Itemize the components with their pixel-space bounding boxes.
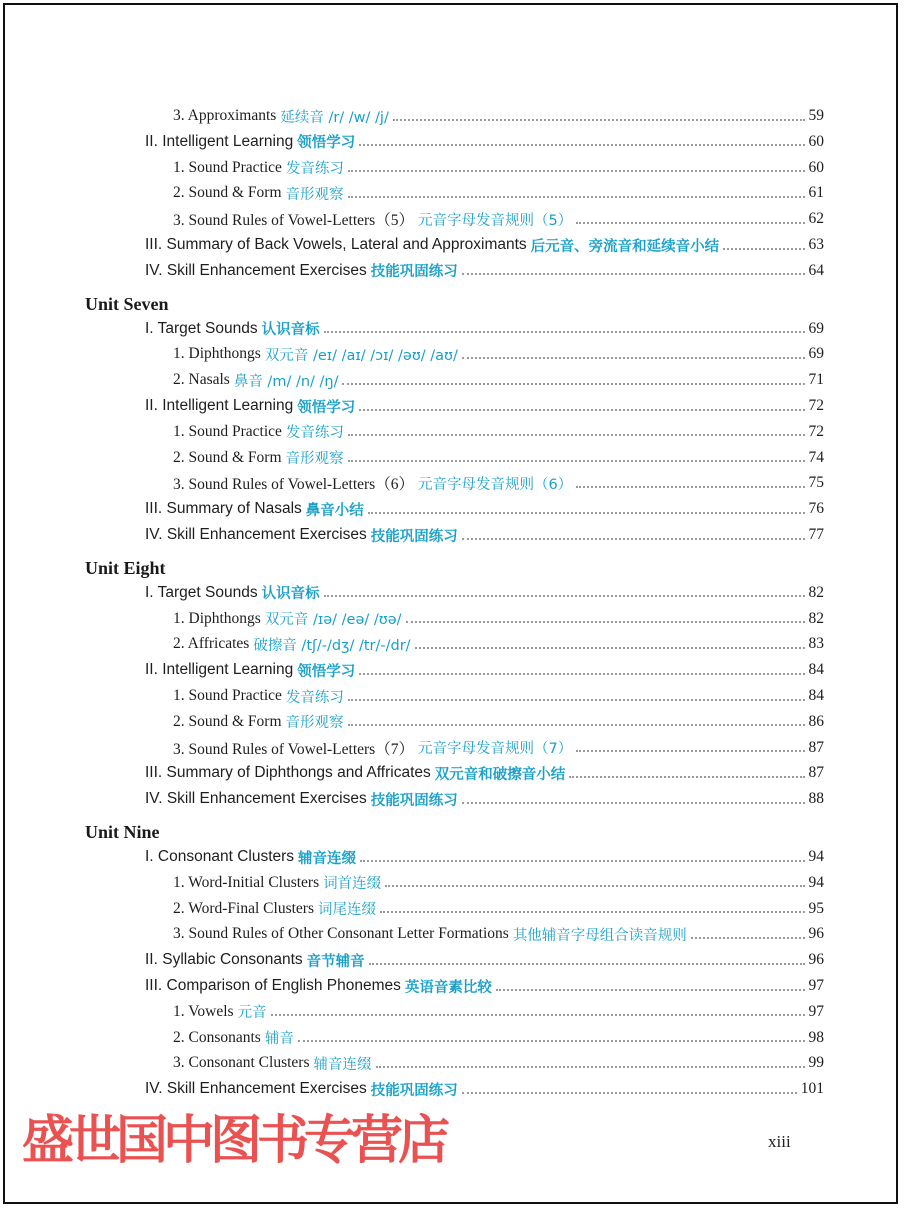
entry-title: 3. Consonant Clusters: [173, 1054, 310, 1072]
entry-page-number: 82: [808, 609, 824, 627]
entry-chinese-title: 辅音连缀: [298, 850, 357, 867]
toc-entry[interactable]: [173, 710, 824, 734]
entry-page-number: 96: [808, 951, 824, 969]
entry-chinese-title: 鼻音 /m/ /n/ /ŋ/: [233, 373, 339, 390]
toc-entry[interactable]: [173, 471, 824, 495]
entry-chinese-title: 领悟学习: [297, 135, 356, 152]
dot-leader: [298, 1039, 805, 1042]
dot-leader: [369, 962, 805, 965]
entry-title: 2. Affricates: [173, 635, 250, 653]
page-number: xiii: [768, 1132, 791, 1151]
dot-leader: [360, 859, 804, 862]
entry-chinese-title: 发音练习: [285, 689, 344, 706]
toc-entry[interactable]: [173, 922, 824, 946]
entry-page-number: 60: [808, 132, 824, 150]
entry-title: III. Summary of Diphthongs and Affricates: [145, 764, 431, 782]
dot-leader: [385, 884, 804, 887]
entry-title: 2. Word-Final Clusters: [173, 899, 314, 917]
entry-title: 1. Sound Practice: [173, 687, 282, 704]
toc-entry[interactable]: [173, 607, 824, 631]
entry-chinese-title: 双元音 /ɪə/ /eə/ /ʊə/: [264, 612, 402, 629]
toc-entry[interactable]: [173, 420, 824, 444]
unit-heading: Unit Nine: [85, 822, 160, 842]
entry-page-number: 75: [808, 474, 824, 492]
entry-title: II. Intelligent Learning: [145, 132, 294, 150]
entry-chinese-title: 发音练习: [285, 161, 344, 178]
dot-leader: [348, 195, 805, 198]
entry-chinese-title: 技能巩固练习: [370, 792, 458, 809]
dot-leader: [348, 698, 805, 701]
toc-entry[interactable]: [173, 736, 824, 760]
dot-leader: [576, 749, 804, 752]
entry-title: 2. Sound & Form: [173, 184, 282, 202]
entry-title: I. Consonant Clusters: [145, 848, 295, 865]
entry-page-number: 63: [808, 236, 824, 253]
toc-entry[interactable]: [145, 233, 824, 257]
dot-leader: [576, 221, 804, 224]
dot-leader: [324, 330, 805, 333]
dot-leader: [462, 272, 805, 275]
entry-page-number: 97: [808, 977, 824, 994]
entry-chinese-title: 鼻音小结: [305, 502, 364, 519]
toc-entry[interactable]: [145, 497, 824, 521]
dot-leader: [462, 1091, 797, 1094]
unit-heading: Unit Eight: [85, 557, 166, 578]
entry-title: I. Target Sounds: [145, 583, 258, 601]
entry-title: II. Intelligent Learning: [145, 397, 294, 414]
dot-leader: [359, 408, 804, 411]
entry-title: III. Summary of Back Vowels, Lateral and Approximants: [145, 236, 527, 253]
dot-leader: [359, 143, 804, 146]
entry-title: III. Comparison of English Phonemes: [145, 977, 401, 994]
entry-page-number: 82: [808, 583, 824, 601]
entry-page-number: 99: [808, 1054, 824, 1072]
entry-chinese-title: 音形观察: [285, 186, 344, 203]
entry-page-number: 84: [808, 661, 824, 679]
dot-leader: [462, 801, 805, 804]
entry-chinese-title: 技能巩固练习: [370, 264, 458, 281]
dot-leader: [380, 910, 805, 913]
toc-entry[interactable]: [173, 632, 824, 656]
entry-title: 3. Sound Rules of Vowel-Letters（7）: [173, 740, 414, 758]
toc-entry[interactable]: [173, 1026, 824, 1050]
entry-page-number: 74: [808, 448, 824, 466]
unit-heading: Unit Seven: [85, 293, 169, 314]
toc-entry[interactable]: [145, 761, 824, 785]
entry-title: 3. Sound Rules of Vowel-Letters（6）: [173, 476, 414, 494]
entry-chinese-title: 音形观察: [285, 451, 344, 468]
entry-title: II. Syllabic Consonants: [145, 951, 303, 969]
dot-leader: [723, 247, 804, 250]
entry-page-number: 64: [808, 261, 824, 279]
toc-entry[interactable]: [173, 104, 824, 128]
entry-page-number: 76: [808, 500, 824, 518]
entry-chinese-title: 其他辅音字母组合读音规则: [512, 927, 687, 944]
entry-chinese-title: 元音: [237, 1005, 267, 1022]
dot-leader: [462, 356, 805, 359]
entry-page-number: 60: [808, 158, 824, 176]
entry-chinese-title: 词尾连缀: [317, 902, 376, 919]
entry-chinese-title: 领悟学习: [297, 399, 356, 416]
entry-chinese-title: 词首连缀: [323, 876, 382, 893]
toc-entry[interactable]: [173, 871, 824, 895]
entry-title: 2. Consonants: [173, 1028, 261, 1046]
entry-page-number: 77: [808, 526, 824, 543]
dot-leader: [342, 382, 804, 385]
entry-page-number: 101: [800, 1080, 824, 1098]
dot-leader: [348, 459, 805, 462]
toc-entry[interactable]: [173, 1000, 824, 1024]
entry-page-number: 69: [808, 319, 824, 337]
entry-title: III. Summary of Nasals: [145, 500, 302, 518]
dot-leader: [348, 723, 805, 726]
entry-chinese-title: 认识音标: [261, 586, 320, 603]
entry-page-number: 87: [808, 764, 824, 782]
dot-leader: [496, 988, 805, 991]
entry-title: 1. Diphthongs: [173, 609, 261, 627]
dot-leader: [462, 537, 805, 540]
entry-page-number: 86: [808, 712, 824, 730]
entry-title: 3. Sound Rules of Other Consonant Letter Formations: [173, 925, 509, 943]
store-watermark: 盛世国中图书专营店: [22, 1111, 446, 1171]
toc-entry[interactable]: [173, 181, 824, 205]
toc-entry[interactable]: [145, 845, 824, 869]
entry-title: 2. Sound & Form: [173, 712, 282, 730]
dot-leader: [368, 511, 805, 514]
entry-page-number: 98: [808, 1028, 824, 1046]
entry-page-number: 88: [808, 790, 824, 808]
toc-entry[interactable]: [173, 684, 824, 708]
entry-page-number: 97: [808, 1002, 824, 1020]
entry-chinese-title: 双元音和破擦音小结: [434, 766, 566, 783]
toc-entry[interactable]: [145, 394, 824, 418]
entry-chinese-title: 元音字母发音规则（7）: [417, 741, 573, 758]
entry-title: 2. Sound & Form: [173, 448, 282, 466]
toc-entry[interactable]: [173, 342, 824, 366]
entry-page-number: 59: [808, 107, 824, 124]
entry-title: IV. Skill Enhancement Exercises: [145, 1080, 367, 1098]
entry-chinese-title: 辅音连缀: [313, 1056, 372, 1073]
toc-entry[interactable]: [145, 259, 824, 283]
entry-title: 1. Sound Practice: [173, 422, 282, 440]
toc-entry[interactable]: [145, 658, 824, 682]
entry-title: 2. Nasals: [173, 371, 230, 389]
toc-entry[interactable]: [173, 368, 824, 392]
dot-leader: [569, 775, 804, 778]
entry-chinese-title: 后元音、旁流音和延续音小结: [530, 238, 720, 255]
entry-chinese-title: 英语音素比较: [404, 979, 492, 996]
entry-chinese-title: 音形观察: [285, 715, 344, 732]
entry-title: IV. Skill Enhancement Exercises: [145, 261, 367, 279]
toc-entry[interactable]: [145, 974, 824, 998]
dot-leader: [393, 118, 805, 121]
entry-title: 1. Vowels: [173, 1002, 234, 1020]
entry-title: I. Target Sounds: [145, 319, 258, 337]
entry-page-number: 94: [808, 873, 824, 891]
toc-entry[interactable]: [173, 897, 824, 921]
entry-chinese-title: 音节辅音: [306, 953, 365, 970]
entry-title: 3. Approximants: [173, 107, 277, 124]
entry-page-number: 96: [808, 925, 824, 943]
entry-chinese-title: 延续音 /r/ /w/ /j/: [280, 109, 389, 126]
dot-leader: [324, 594, 805, 597]
dot-leader: [359, 672, 804, 675]
toc-entry[interactable]: [145, 523, 824, 547]
entry-page-number: 87: [808, 738, 824, 756]
entry-chinese-title: 技能巩固练习: [370, 528, 458, 545]
entry-chinese-title: 认识音标: [261, 322, 320, 339]
toc-entry[interactable]: [173, 156, 824, 180]
entry-page-number: 84: [808, 687, 824, 704]
entry-chinese-title: 辅音: [264, 1031, 294, 1048]
toc-entry[interactable]: [145, 317, 824, 341]
entry-title: 1. Sound Practice: [173, 158, 282, 176]
dot-leader: [576, 485, 804, 488]
entry-chinese-title: 发音练习: [285, 425, 344, 442]
toc-entry[interactable]: [145, 130, 824, 154]
dot-leader: [348, 169, 805, 172]
dot-leader: [348, 433, 805, 436]
toc-entry[interactable]: [173, 1051, 824, 1075]
dot-leader: [691, 936, 805, 939]
entry-chinese-title: 双元音 /eɪ/ /aɪ/ /ɔɪ/ /əʊ/ /aʊ/: [264, 347, 458, 364]
entry-page-number: 61: [808, 184, 824, 202]
toc-entry[interactable]: [173, 207, 824, 231]
toc-entry[interactable]: [145, 948, 824, 972]
entry-title: 3. Sound Rules of Vowel-Letters（5）: [173, 212, 414, 230]
toc-entry[interactable]: [145, 581, 824, 605]
toc-entry[interactable]: [173, 446, 824, 470]
entry-chinese-title: 元音字母发音规则（5）: [417, 212, 573, 229]
entry-chinese-title: 技能巩固练习: [370, 1082, 458, 1099]
dot-leader: [271, 1013, 805, 1016]
entry-page-number: 72: [808, 422, 824, 440]
entry-title: 1. Word-Initial Clusters: [173, 873, 320, 891]
dot-leader: [415, 646, 805, 649]
entry-chinese-title: 元音字母发音规则（6）: [417, 476, 573, 493]
dot-leader: [376, 1065, 805, 1068]
entry-page-number: 72: [808, 397, 824, 414]
entry-chinese-title: 领悟学习: [297, 663, 356, 680]
entry-title: II. Intelligent Learning: [145, 661, 294, 679]
entry-title: 1. Diphthongs: [173, 345, 261, 363]
dot-leader: [406, 620, 805, 623]
toc-entry[interactable]: [145, 787, 824, 811]
entry-page-number: 71: [808, 371, 824, 389]
entry-page-number: 95: [808, 899, 824, 917]
entry-page-number: 69: [808, 345, 824, 363]
entry-chinese-title: 破擦音 /tʃ/-/dʒ/ /tr/-/dr/: [253, 637, 411, 654]
entry-title: IV. Skill Enhancement Exercises: [145, 790, 367, 808]
entry-title: IV. Skill Enhancement Exercises: [145, 526, 367, 543]
entry-page-number: 83: [808, 635, 824, 653]
entry-page-number: 62: [808, 210, 824, 228]
entry-page-number: 94: [808, 848, 824, 865]
